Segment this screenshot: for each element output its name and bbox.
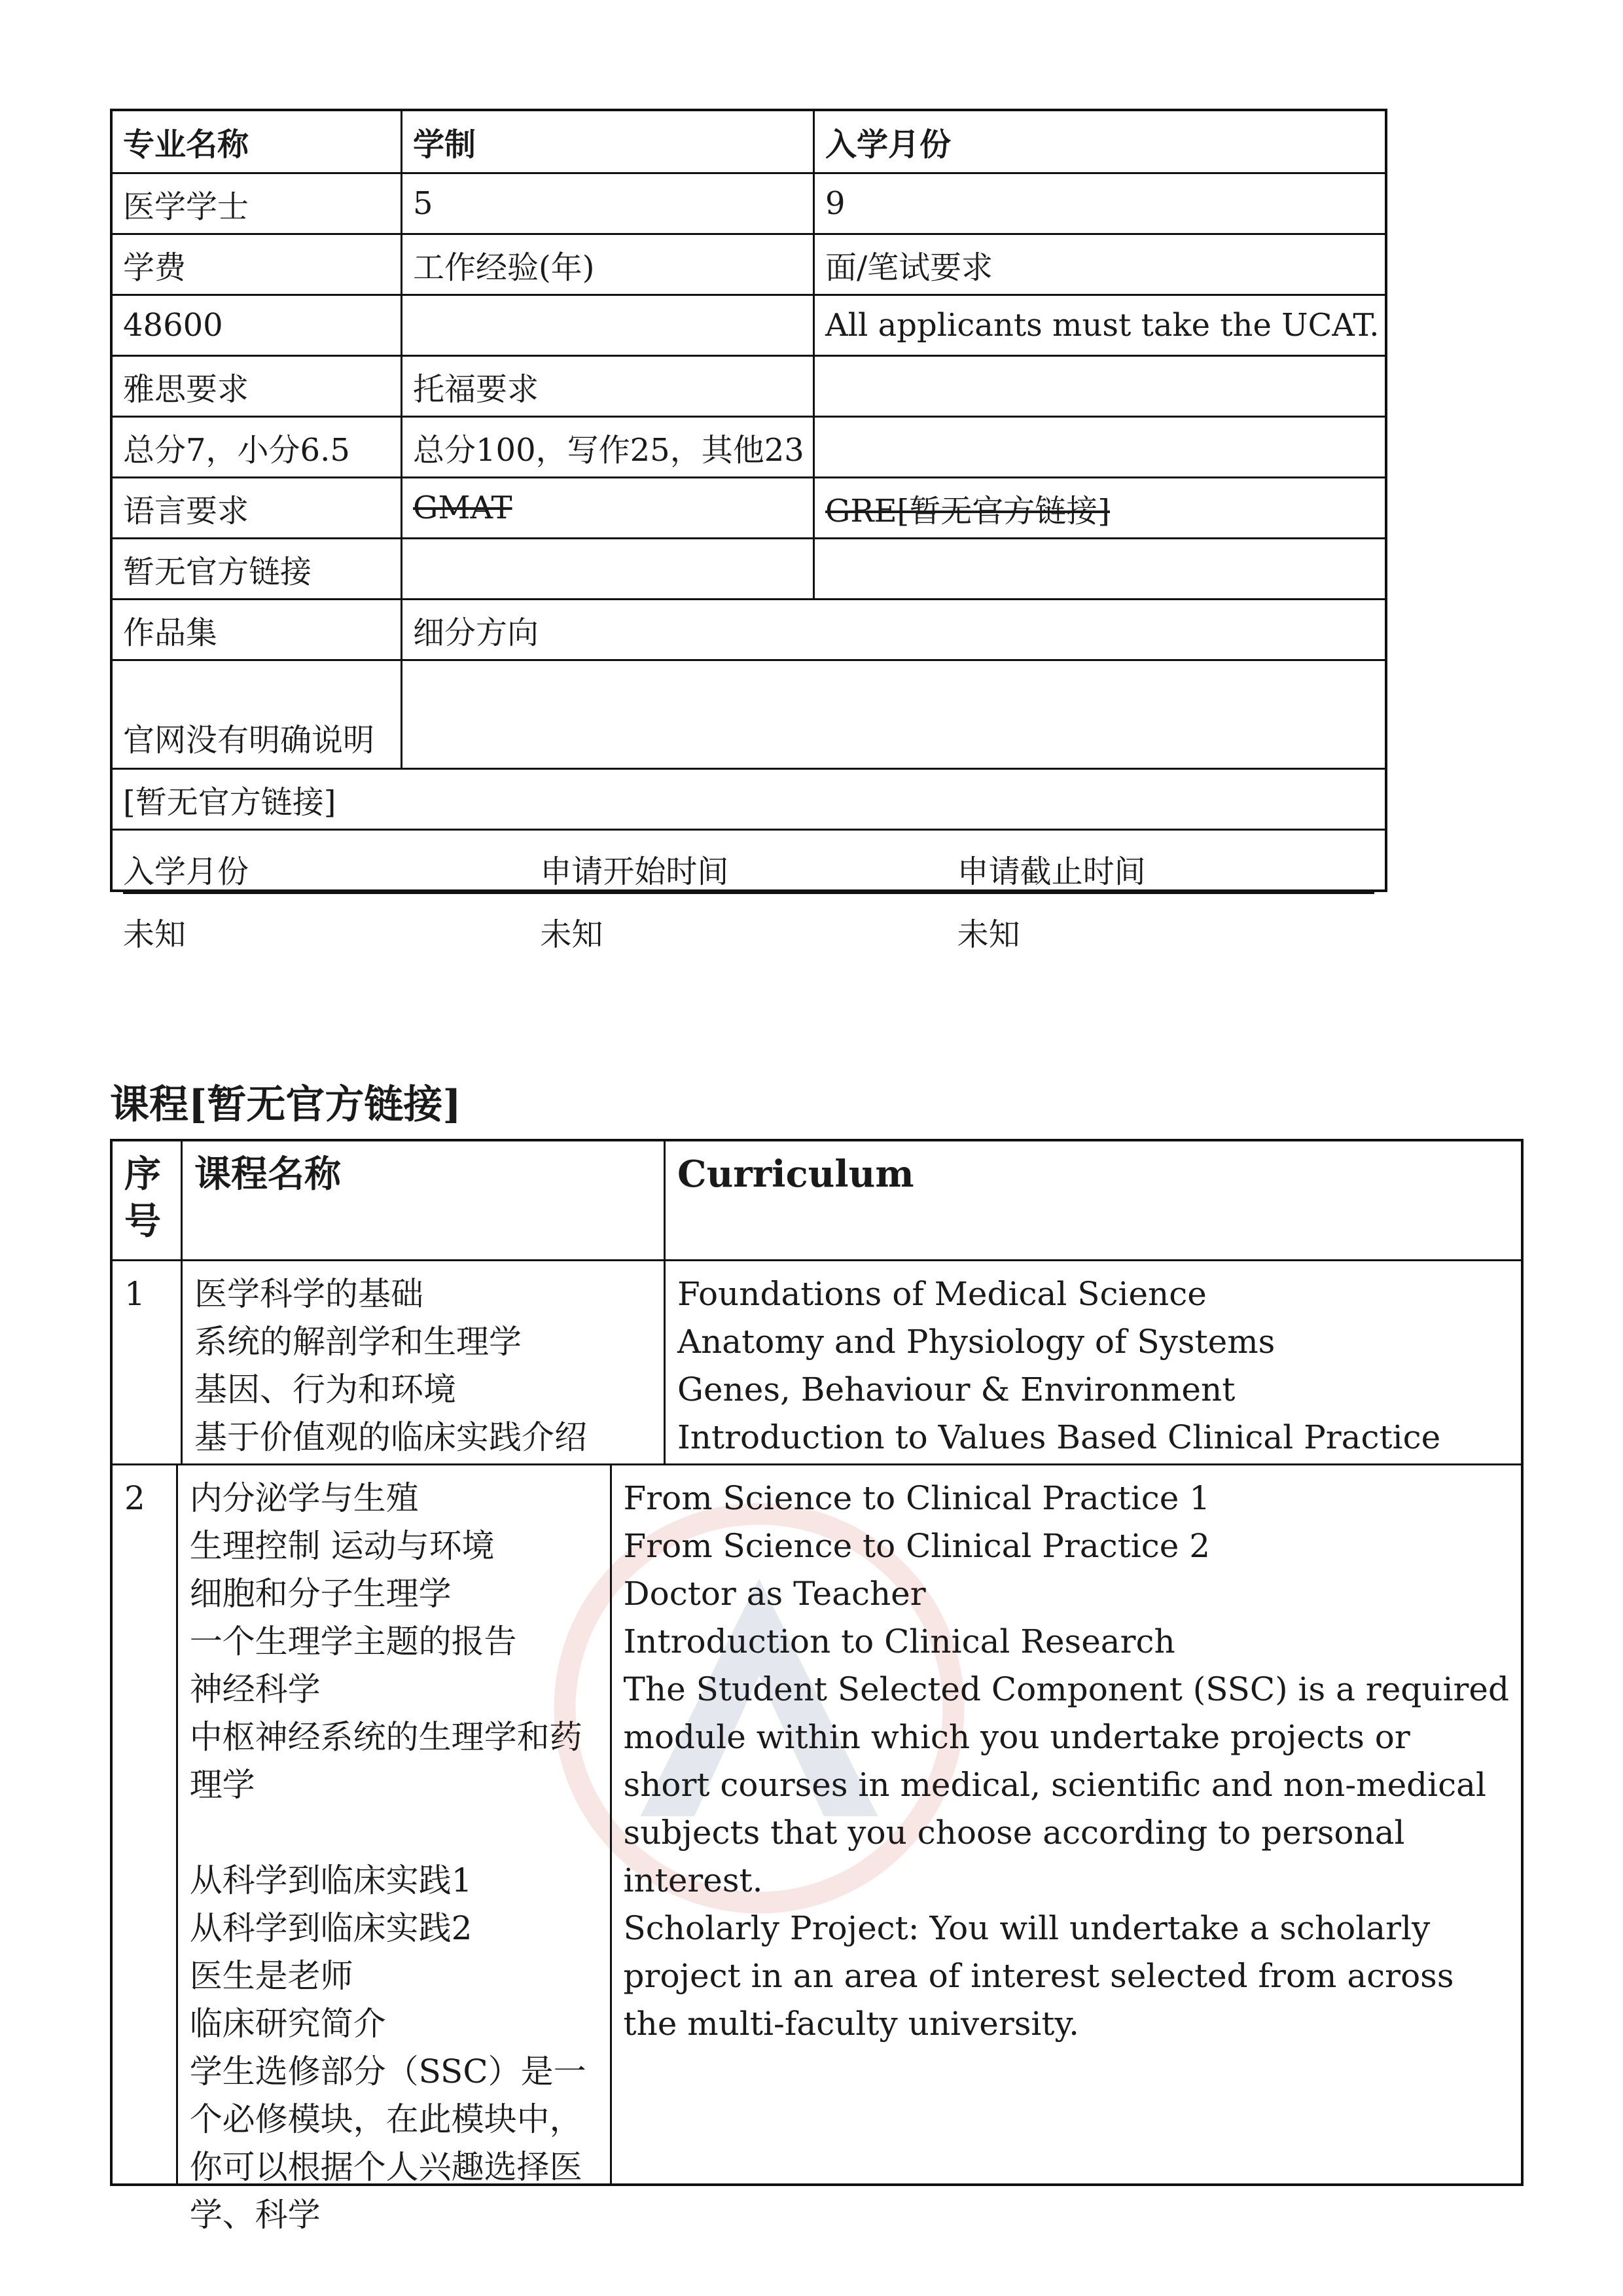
list-item: 内分泌学与生殖 [189, 1479, 419, 1517]
dates-header [123, 846, 1374, 894]
label-direction: 细分方向 [401, 600, 1385, 659]
list-item: Introduction to Clinical Research [623, 1623, 1175, 1660]
list-item: short courses in medical, scientific and non-medical [623, 1766, 1486, 1804]
table-row [113, 768, 1385, 829]
list-item [190, 1809, 598, 1857]
empty-cell [401, 539, 813, 598]
header-course-name: 课程名称 [181, 1141, 664, 1259]
course-names-en [610, 1465, 1521, 2183]
list-item: 从科学到临床实践1 [189, 1861, 473, 1899]
toefl-value: 总分100，写作25，其他23 [401, 418, 813, 476]
table-row [113, 476, 1385, 537]
language-link: 暂无官方链接 [123, 553, 312, 590]
list-item: 系统的解剖学和生理学 [194, 1323, 522, 1361]
dates-header-end: 申请截止时间 [957, 853, 1146, 890]
list-item: 学生选修部分（SSC）是一个必修模块，在此模块中，你可以根据个人兴趣选择医学、科学 [189, 2053, 586, 2234]
table-row [113, 1259, 1521, 1463]
label-ielts: 雅思要求 [123, 370, 249, 408]
list-item: interest. [623, 1861, 763, 1899]
list-item: 医生是老师 [189, 1957, 353, 1995]
list-item: Anatomy and Physiology of Systems [677, 1323, 1275, 1361]
list-item: Scholarly Project: You will undertake a scholarly [623, 1909, 1431, 1947]
header-duration: 学制 [401, 111, 813, 172]
header-number: 序号 [124, 1153, 161, 1243]
list-item: Introduction to Values Based Clinical Practice [677, 1418, 1441, 1456]
label-portfolio: 作品集 [123, 614, 218, 651]
table-row [113, 416, 1385, 476]
tuition-value: 48600 [123, 307, 223, 344]
list-item: The Student Selected Component (SSC) is a required [623, 1670, 1509, 1708]
dates-header-start: 申请开始时间 [540, 853, 729, 890]
row-number: 2 [124, 1479, 145, 1517]
list-item: module within which you undertake projects or [623, 1718, 1410, 1756]
list-item: 中枢神经系统的生理学和药理学 [189, 1718, 582, 1804]
table-row [113, 172, 1385, 233]
label-work-experience: 工作经验(年) [401, 235, 813, 294]
label-tuition: 学费 [123, 249, 187, 286]
link-note: [暂无官方链接] [123, 783, 336, 821]
program-info-table [110, 109, 1387, 953]
table-row [113, 355, 1385, 416]
curriculum-table [110, 1139, 1524, 2234]
list-item: 生理控制 运动与环境 [189, 1527, 495, 1565]
header-curriculum: Curriculum [664, 1141, 1521, 1259]
dates-intake-value: 未知 [123, 916, 187, 953]
list-item: Foundations of Medical Science [677, 1275, 1207, 1313]
empty-cell [813, 357, 1385, 416]
table-row [113, 537, 1385, 598]
list-item: subjects that you choose according to personal [623, 1814, 1405, 1852]
application-dates [113, 829, 1385, 953]
dates-header-intake: 入学月份 [123, 853, 249, 890]
course-names-en [664, 1261, 1521, 1463]
list-item: project in an area of interest selected from across [623, 1957, 1454, 1995]
curriculum-title: 课程[暂无官方链接] [110, 1082, 461, 1128]
portfolio-value: 官网没有明确说明 [123, 722, 375, 759]
table-row [113, 294, 1385, 355]
work-experience-value [401, 296, 813, 355]
list-item: 临床研究简介 [189, 2005, 386, 2043]
list-item: From Science to Clinical Practice 2 [623, 1527, 1211, 1565]
list-item: Doctor as Teacher [623, 1575, 926, 1613]
header-intake-month: 入学月份 [813, 111, 1385, 172]
list-item: 神经科学 [189, 1670, 321, 1708]
course-names-cn [176, 1465, 610, 2234]
empty-cell [813, 539, 1385, 598]
list-item: Genes, Behaviour & Environment [677, 1371, 1236, 1408]
row-number: 1 [124, 1275, 145, 1313]
table-row [113, 1463, 1521, 2234]
direction-value [401, 661, 1385, 768]
duration-value: 5 [401, 174, 813, 233]
label-toefl: 托福要求 [401, 357, 813, 416]
list-item: 一个生理学主题的报告 [189, 1623, 517, 1660]
list-item: the multi-faculty university. [623, 2005, 1080, 2043]
header-program-name: 专业名称 [123, 126, 249, 163]
table-row [113, 1141, 1521, 1259]
dates-end-value: 未知 [957, 916, 1020, 953]
label-interview: 面/笔试要求 [813, 235, 1385, 294]
table-row [113, 111, 1385, 172]
dates-start-value: 未知 [540, 916, 603, 953]
ielts-value: 总分7，小分6.5 [123, 431, 350, 469]
label-gre: GRE[暂无官方链接] [813, 478, 1385, 537]
interview-value: All applicants must take the UCAT. [813, 296, 1385, 355]
list-item: 从科学到临床实践2 [189, 1909, 473, 1947]
intake-value: 9 [813, 174, 1385, 233]
program-name: 医学学士 [123, 188, 249, 225]
table-row [113, 659, 1385, 768]
list-item: 医学科学的基础 [194, 1275, 423, 1313]
empty-cell [813, 418, 1385, 476]
label-language: 语言要求 [123, 492, 249, 529]
course-names-cn [181, 1261, 664, 1463]
list-item: 基于价值观的临床实践介绍 [194, 1418, 587, 1456]
list-item: 细胞和分子生理学 [189, 1575, 452, 1613]
table-row [113, 598, 1385, 659]
list-item: 基因、行为和环境 [194, 1371, 456, 1408]
dates-values [123, 909, 1374, 954]
list-item: From Science to Clinical Practice 1 [623, 1479, 1211, 1517]
label-gmat: GMAT [401, 478, 813, 537]
table-row [113, 233, 1385, 294]
